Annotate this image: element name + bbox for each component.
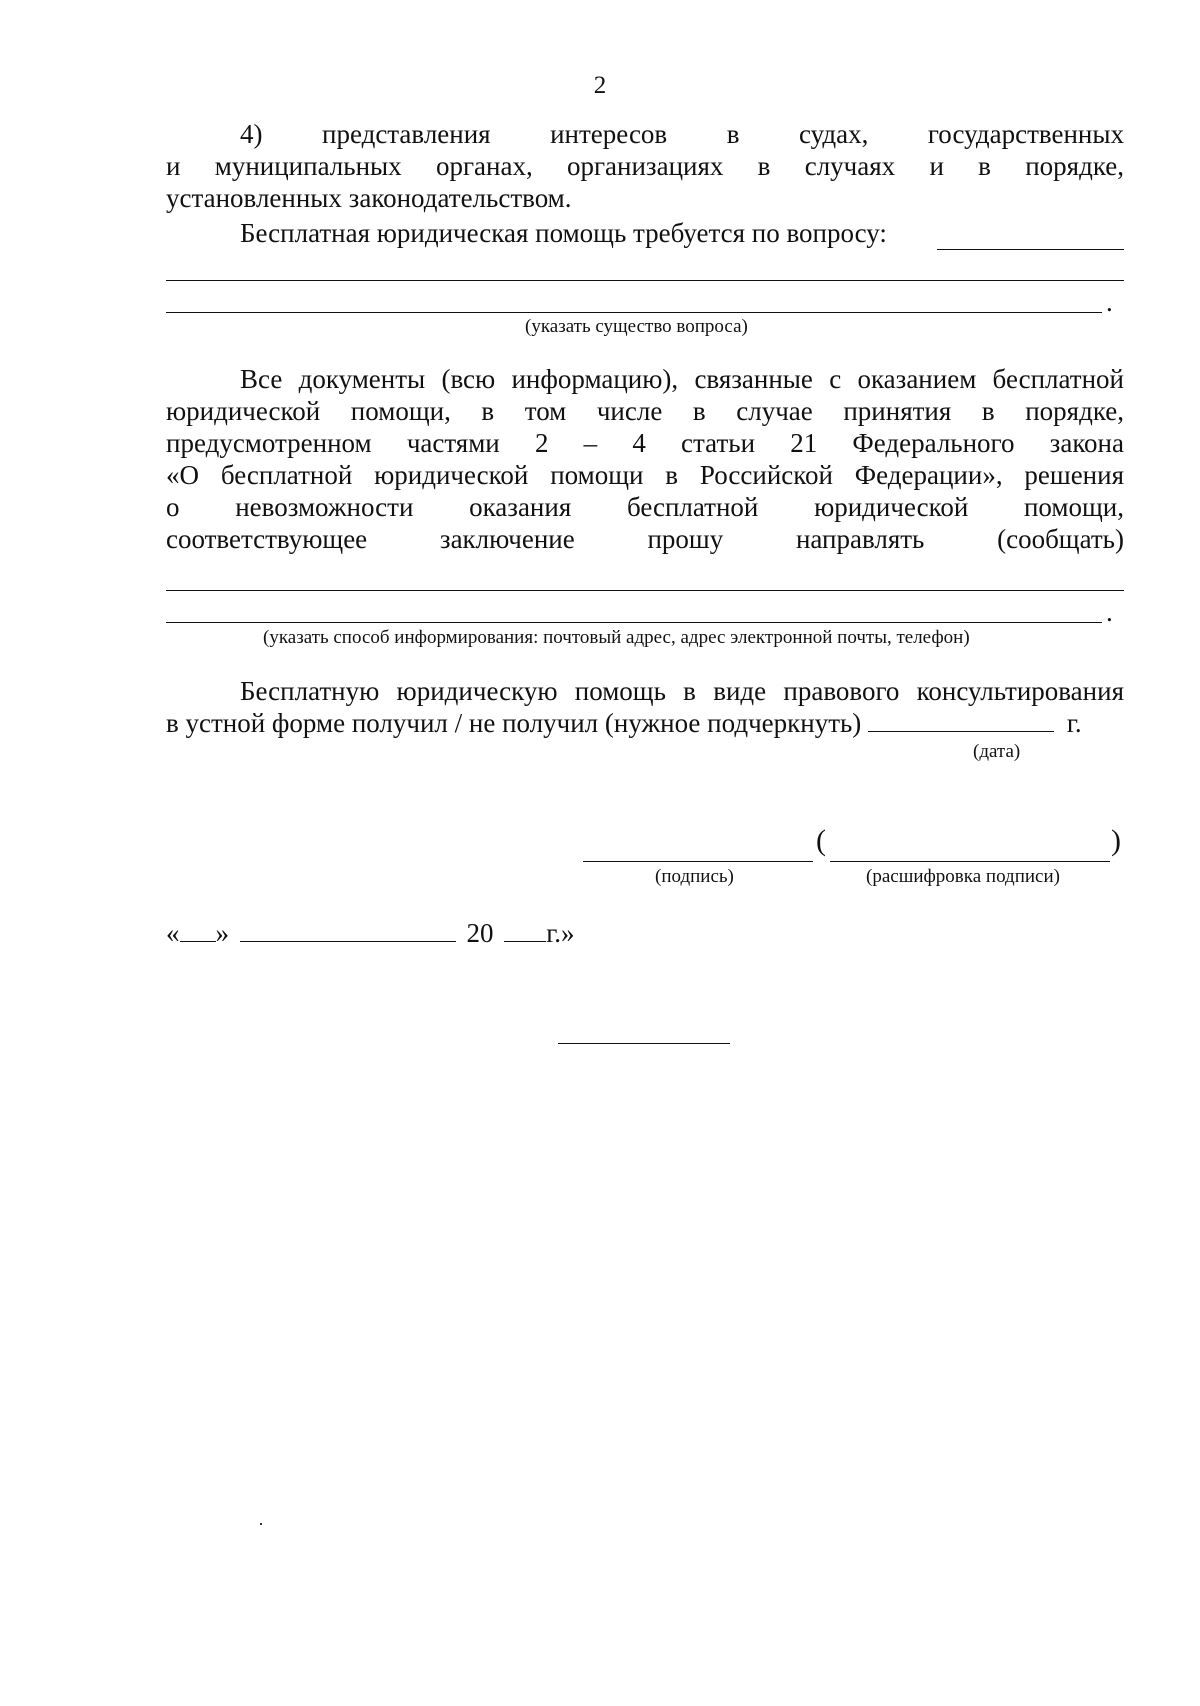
text-line: «О бесплатной юридической помощи в Российской Федерации», решения (166, 460, 1124, 490)
day-fill-line[interactable] (180, 919, 216, 942)
paragraph-documents (166, 363, 1124, 555)
text-line: юридической помощи, в том числе в случае принятия в порядке, (166, 396, 1124, 426)
consultation-statement: в устной форме получил / не получил (нужное подчеркнуть) (166, 708, 862, 738)
year-suffix: г. (1066, 708, 1082, 738)
text-line: предусмотренном частями 2 – 4 статьи 21 Федерального закона (166, 428, 1124, 458)
text-line: Бесплатную юридическую помощь в виде правового консультирования (240, 676, 1124, 706)
question-fill-line[interactable] (166, 280, 1124, 281)
paragraph-consultation (166, 675, 1124, 739)
text-line: 4) представления интересов в судах, государственных (240, 119, 1124, 149)
close-paren: ) (1111, 824, 1121, 857)
end-separator-line (558, 1043, 730, 1044)
page-number: 2 (593, 72, 607, 99)
contact-terminator: . (1106, 597, 1113, 627)
question-terminator: . (1106, 287, 1113, 317)
text-line: установленных законодательством. (166, 183, 572, 213)
text-line (166, 707, 1124, 739)
text-line: и муниципальных органах, организациях в случаях и в порядке, (166, 151, 1124, 181)
signature-decoding-caption: (расшифровка подписи) (866, 866, 1060, 887)
signature-decoding-fill-line[interactable] (830, 861, 1110, 862)
month-fill-line[interactable] (240, 919, 456, 942)
year-suffix-closing: г.» (546, 918, 575, 948)
close-quote: » (215, 918, 229, 948)
century: 20 (466, 918, 494, 948)
year-fill-line[interactable] (504, 919, 546, 942)
contact-caption: (указать способ информирования: почтовый адрес, адрес электронной почты, телефон) (263, 627, 970, 648)
question-caption: (указать существо вопроса) (525, 316, 748, 337)
date-line (166, 918, 575, 949)
signature-caption: (подпись) (655, 866, 734, 887)
open-paren: ( (816, 824, 826, 857)
paragraph-representation (166, 118, 1124, 214)
text-line: соответствующее заключение прошу направлять (сообщать) (166, 524, 1124, 554)
contact-fill-line[interactable] (166, 622, 1102, 623)
open-quote: « (166, 918, 180, 948)
question-label: Бесплатная юридическая помощь требуется по вопросу: (240, 218, 887, 248)
contact-fill-line[interactable] (166, 590, 1124, 591)
date-fill-line[interactable] (868, 709, 1054, 732)
question-label-line (166, 217, 1124, 249)
date-caption: (дата) (973, 741, 1021, 762)
scan-speck (260, 1523, 262, 1525)
question-fill-line[interactable] (166, 312, 1102, 313)
question-fill-line[interactable] (937, 249, 1124, 250)
text-line: о невозможности оказания бесплатной юридической помощи, (166, 492, 1124, 522)
signature-fill-line[interactable] (583, 861, 813, 862)
text-line: Все документы (всю информацию), связанные с оказанием бесплатной (240, 364, 1124, 394)
